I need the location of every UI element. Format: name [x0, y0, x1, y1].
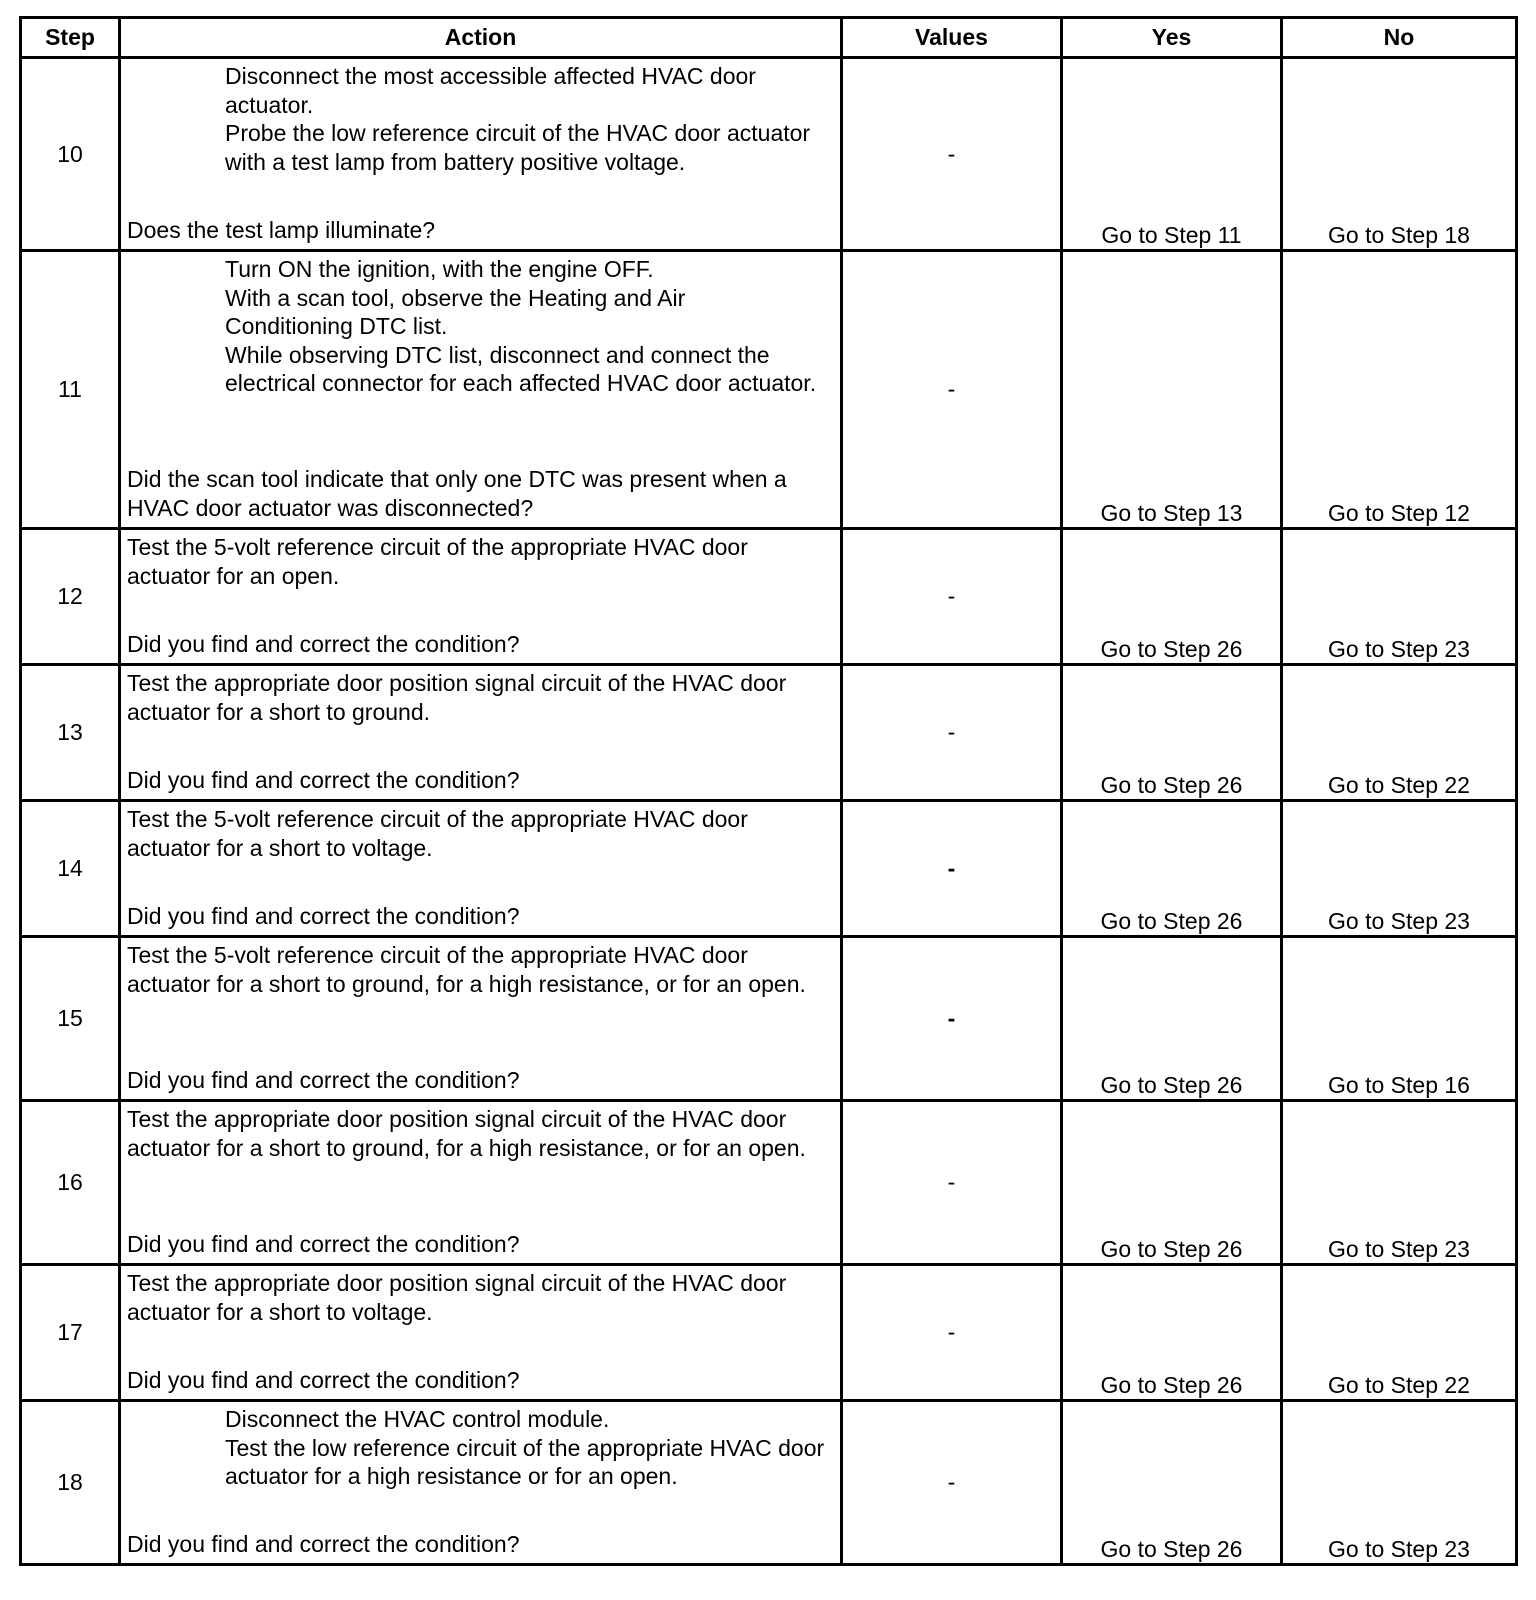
- header-step: Step: [21, 18, 120, 58]
- diagnostic-table-container: [19, 16, 1515, 1566]
- yes-link[interactable]: Go to Step 26: [1062, 1265, 1282, 1401]
- yes-link[interactable]: Go to Step 11: [1062, 58, 1282, 251]
- yes-link[interactable]: Go to Step 26: [1062, 937, 1282, 1101]
- step-number: 18: [21, 1401, 120, 1565]
- no-link[interactable]: Go to Step 23: [1282, 1401, 1517, 1565]
- action-cell: [120, 801, 842, 937]
- step-number: 13: [21, 665, 120, 801]
- action-question: Did you find and correct the condition?: [127, 1230, 520, 1257]
- table-row: [21, 529, 1517, 665]
- no-link[interactable]: Go to Step 12: [1282, 251, 1517, 529]
- action-instruction: Disconnect the most accessible affected HVAC door actuator.: [225, 63, 756, 118]
- values-cell: -: [842, 801, 1062, 937]
- action-question: Did you find and correct the condition?: [127, 1066, 520, 1093]
- table-row: [21, 1265, 1517, 1401]
- values-cell: -: [842, 1101, 1062, 1265]
- yes-link[interactable]: Go to Step 26: [1062, 801, 1282, 937]
- action-instruction: While observing DTC list, disconnect and connect the electrical connector for each affected HVAC door actuator.: [225, 341, 817, 396]
- values-cell: -: [842, 529, 1062, 665]
- action-cell: [120, 937, 842, 1101]
- values-cell: -: [842, 665, 1062, 801]
- values-cell: -: [842, 937, 1062, 1101]
- action-instruction: With a scan tool, observe the Heating and Air Conditioning DTC list.: [225, 284, 686, 339]
- no-link[interactable]: Go to Step 23: [1282, 1101, 1517, 1265]
- header-no: No: [1282, 18, 1517, 58]
- action-question: Did the scan tool indicate that only one DTC was present when a HVAC door actuator was disconnected?: [127, 466, 787, 521]
- action-instruction: Test the appropriate door position signal circuit of the HVAC door actuator for a short to ground, for a high resistance, or for an open.: [127, 1106, 806, 1161]
- action-instruction: Test the low reference circuit of the appropriate HVAC door actuator for a high resistance or for an open.: [225, 1434, 825, 1489]
- yes-link[interactable]: Go to Step 13: [1062, 251, 1282, 529]
- values-cell: -: [842, 58, 1062, 251]
- diagnostic-steps-table: [19, 16, 1518, 1566]
- action-question: Did you find and correct the condition?: [127, 1366, 520, 1393]
- values-cell: -: [842, 251, 1062, 529]
- step-number: 12: [21, 529, 120, 665]
- header-values: Values: [842, 18, 1062, 58]
- table-row: [21, 665, 1517, 801]
- table-row: [21, 937, 1517, 1101]
- header-yes: Yes: [1062, 18, 1282, 58]
- values-cell: -: [842, 1401, 1062, 1565]
- action-cell: [120, 58, 842, 251]
- action-instruction: Test the 5-volt reference circuit of the appropriate HVAC door actuator for a short to ground, for a high resistance, or for an open.: [127, 942, 806, 997]
- yes-link[interactable]: Go to Step 26: [1062, 665, 1282, 801]
- action-question: Does the test lamp illuminate?: [127, 216, 436, 243]
- action-question: Did you find and correct the condition?: [127, 1530, 520, 1557]
- action-cell: [120, 1101, 842, 1265]
- no-link[interactable]: Go to Step 16: [1282, 937, 1517, 1101]
- step-number: 16: [21, 1101, 120, 1265]
- step-number: 11: [21, 251, 120, 529]
- no-link[interactable]: Go to Step 23: [1282, 529, 1517, 665]
- table-row: [21, 1401, 1517, 1565]
- yes-link[interactable]: Go to Step 26: [1062, 1101, 1282, 1265]
- table-header-row: [21, 18, 1517, 58]
- yes-link[interactable]: Go to Step 26: [1062, 1401, 1282, 1565]
- action-question: Did you find and correct the condition?: [127, 630, 520, 657]
- step-number: 10: [21, 58, 120, 251]
- step-number: 17: [21, 1265, 120, 1401]
- action-cell: [120, 1265, 842, 1401]
- yes-link[interactable]: Go to Step 26: [1062, 529, 1282, 665]
- action-question: Did you find and correct the condition?: [127, 766, 520, 793]
- action-instruction: Test the appropriate door position signal circuit of the HVAC door actuator for a short to ground.: [127, 670, 787, 725]
- action-cell: [120, 665, 842, 801]
- no-link[interactable]: Go to Step 22: [1282, 1265, 1517, 1401]
- action-instruction: Turn ON the ignition, with the engine OFF.: [225, 256, 654, 282]
- step-number: 15: [21, 937, 120, 1101]
- action-cell: [120, 251, 842, 529]
- header-action: Action: [120, 18, 842, 58]
- no-link[interactable]: Go to Step 18: [1282, 58, 1517, 251]
- table-row: [21, 251, 1517, 529]
- no-link[interactable]: Go to Step 22: [1282, 665, 1517, 801]
- table-row: [21, 58, 1517, 251]
- table-row: [21, 801, 1517, 937]
- table-row: [21, 1101, 1517, 1265]
- action-instruction: Disconnect the HVAC control module.: [225, 1406, 610, 1432]
- action-cell: [120, 529, 842, 665]
- step-number: 14: [21, 801, 120, 937]
- no-link[interactable]: Go to Step 23: [1282, 801, 1517, 937]
- action-instruction: Test the appropriate door position signal circuit of the HVAC door actuator for a short to voltage.: [127, 1270, 787, 1325]
- values-cell: -: [842, 1265, 1062, 1401]
- action-cell: [120, 1401, 842, 1565]
- action-instruction: Test the 5-volt reference circuit of the appropriate HVAC door actuator for a short to voltage.: [127, 806, 748, 861]
- action-instruction: Probe the low reference circuit of the HVAC door actuator with a test lamp from battery positive voltage.: [225, 120, 811, 175]
- action-question: Did you find and correct the condition?: [127, 902, 520, 929]
- action-instruction: Test the 5-volt reference circuit of the appropriate HVAC door actuator for an open.: [127, 534, 748, 589]
